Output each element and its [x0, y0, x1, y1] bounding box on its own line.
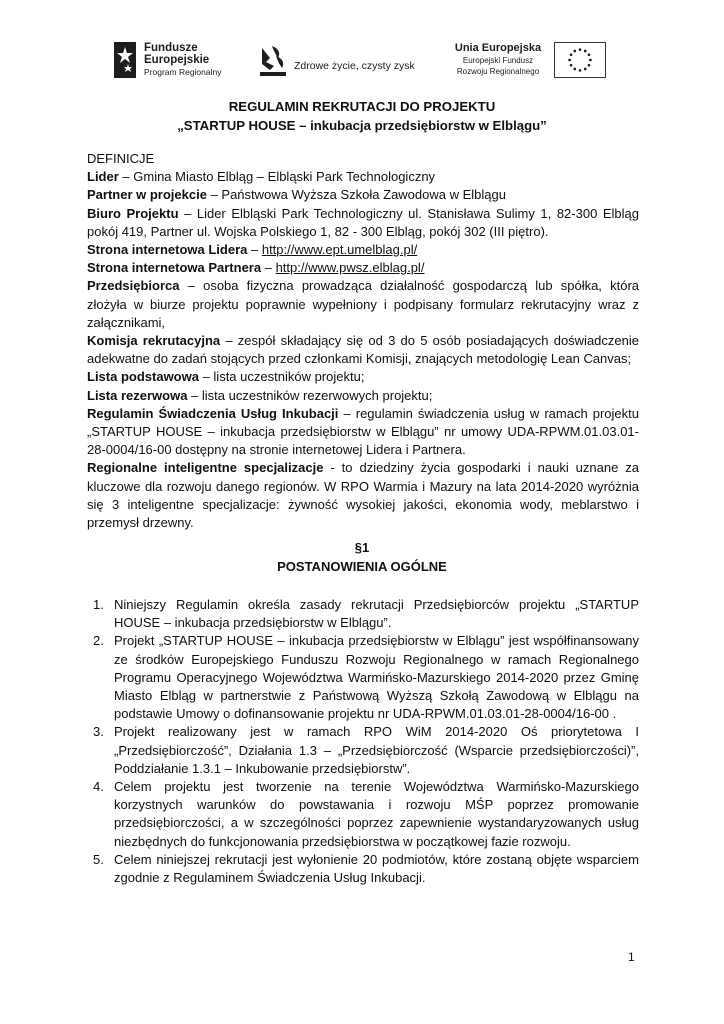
definitions-list: [87, 168, 639, 532]
list-item-text: Niniejszy Regulamin określa zasady rekrutacji Przedsiębiorców projektu „STARTUP HOUSE – inkubacja przedsiębiorstw w Elblągu”.: [114, 597, 639, 631]
definition-term: Partner w projekcie: [87, 187, 207, 203]
fe-line2: Europejskie: [144, 54, 210, 66]
definition-item: [87, 387, 639, 405]
definitions-section: [87, 150, 639, 532]
section-number: §1: [354, 540, 370, 555]
definition-text: - to dziedziny życia gospodarki i nauki uznane za kluczowe dla rozwoju danego regionów. W RPO Warmia i Mazury na lata 2014-2020 wyróżnia się 3 inteligentne specjalizacje: żywność wysokiej jakości, ekonomia wody, meblarstwo i przemysł drzewny.: [87, 460, 640, 531]
definition-item: [87, 205, 639, 241]
definition-text: – lista uczestników projektu;: [198, 369, 365, 385]
eu-star: [589, 59, 592, 62]
fe-line3: Program Regionalny: [144, 67, 222, 77]
list-item: [87, 596, 639, 632]
list-item: [87, 851, 639, 887]
list-item-number: 3.: [93, 724, 104, 740]
eu-star: [568, 59, 571, 62]
eu-star: [573, 68, 576, 71]
definition-term: Regionalne inteligentne specjalizacje: [87, 460, 324, 476]
list-item-number: 1.: [93, 597, 104, 612]
definition-term: Lista rezerwowa: [87, 387, 188, 403]
fe-star-icon: [112, 40, 138, 80]
warmia-mazury-logo: [258, 44, 448, 80]
list-item-number: 5.: [93, 851, 104, 867]
fundusze-europejskie-logo: [112, 40, 232, 80]
warmia-mazury-mark-icon: [258, 44, 288, 78]
definition-item: [87, 259, 639, 277]
definition-text: – lista uczestników rezerwowych projektu;: [187, 387, 433, 403]
definition-item: [87, 368, 639, 386]
document-title-line1: REGULAMIN REKRUTACJI DO PROJEKTU: [228, 99, 496, 114]
page-number: 1: [628, 950, 635, 964]
eu-line3: Rozwoju Regionalnego: [456, 67, 540, 76]
definition-text: – Państwowa Wyższa Szkoła Zawodowa w Elblągu: [206, 187, 506, 203]
eu-star: [579, 48, 582, 51]
list-item-number: 2.: [93, 633, 104, 649]
eu-logo: [452, 42, 612, 82]
definition-item: [87, 332, 639, 368]
eu-text: [452, 42, 544, 77]
section-title: POSTANOWIENIA OGÓLNE: [277, 559, 447, 574]
definition-term: Strona internetowa Partnera: [87, 260, 262, 276]
eu-star: [584, 50, 587, 53]
list-item: [87, 778, 639, 851]
eu-line2: Europejski Fundusz: [462, 56, 534, 65]
section1-list: [87, 596, 639, 887]
list-item-text: Projekt „STARTUP HOUSE – inkubacja przedsiębiorstw w Elblągu” jest współfinansowany ze środków Europejskiego Funduszu Rozwoju Regionalnego w ramach Regionalnego Programu Operacyjnego Województwa Warmińsko-Mazurskiego 2014-2020 przez Gminę Miasto Elbląg w partnerstwie z Państwową Wyższą Szkołą Zawodową w Elblągu na podstawie Umowy o dofinansowanie projektu nr UDA-RPWM.01.03.01-28-0004/16-00 .: [114, 633, 639, 722]
eu-line1: Unia Europejska: [454, 42, 542, 54]
list-item-text: Celem projektu jest tworzenie na terenie Województwa Warmińsko-Mazurskiego korzystnych warunków do powstawania i rozwoju MŚP poprzez promowanie przedsiębiorczości, a w szczególności poprzez zapewnienie wystandaryzowanych usług niezbędnych do funkcjonowania przedsiębiorstwa w początkowej fazie rozwoju.: [114, 779, 639, 849]
document-title-line2: „STARTUP HOUSE – inkubacja przedsiębiorstw w Elblągu”: [177, 118, 547, 133]
wm-slogan: Zdrowe życie, czysty zysk: [294, 60, 415, 72]
definition-term: Strona internetowa Lidera: [87, 242, 248, 258]
definition-text: –: [261, 260, 276, 276]
fe-text: [144, 42, 221, 78]
definition-text: – Lider Elbląski Park Technologiczny ul. Stanisława Sulimy 1, 82-300 Elbląg pokój 419, Partner ul. Wojska Polskiego 1, 82 - 300 Elbląg, pokój 302 (III piętro).: [87, 205, 639, 239]
list-item-text: Celem niniejszej rekrutacji jest wyłonienie 20 podmiotów, które zostaną objęte wsparciem zgodnie z Regulaminem Świadczenia Usług Inkubacji.: [114, 851, 639, 886]
eu-star: [584, 68, 587, 71]
definitions-heading: DEFINICJE: [87, 151, 155, 166]
definition-term: Lider: [87, 169, 119, 185]
fe-line1: Fundusze: [144, 42, 198, 54]
definition-item: [87, 459, 639, 532]
list-item-number: 4.: [93, 779, 104, 795]
definition-term: Biuro Projektu: [87, 205, 179, 221]
definition-text: –: [247, 242, 262, 258]
definition-text: – regulamin świadczenia usług w ramach projektu „STARTUP HOUSE – inkubacja przedsiębiorstw w Elblągu” nr umowy UDA-RPWM.01.03.01-28-0004/16-00 dostępny na stronie internetowej Lidera i Partnera.: [87, 405, 639, 458]
definition-term: Lista podstawowa: [87, 369, 199, 385]
eu-flag-icon: [554, 42, 606, 78]
definition-text: – Gmina Miasto Elbląg – Elbląski Park Technologiczny: [118, 169, 436, 185]
definition-text: – osoba fizyczna prowadząca działalność gospodarczą lub spółka, która złożyła w biurze projektu poprawnie wypełniony i podpisany formularz rekrutacyjny wraz z załącznikami,: [87, 278, 639, 330]
definition-item: [87, 405, 639, 460]
definition-link[interactable]: http://www.ept.umelblag.pl/: [261, 242, 418, 258]
eu-star: [588, 64, 591, 67]
definition-term: Komisja rekrutacyjna: [87, 333, 221, 349]
eu-star: [570, 53, 573, 56]
list-item: [87, 723, 639, 778]
definition-item: [87, 186, 639, 204]
list-item-text: Projekt realizowany jest w ramach RPO WiM 2014-2020 Oś priorytetowa I „Przedsiębiorczość”, Działania 1.3 – „Przedsiębiorczość (Wsparcie przedsiębiorczości)”, Poddziałanie 1.3.1 – Inkubowanie przedsiębiorstw”.: [114, 724, 639, 776]
eu-star: [573, 50, 576, 53]
definition-text: – zespół składający się od 3 do 5 osób posiadających doświadczenie adekwatne do zadań stojących przed członkami Komisji, znających metodologię Lean Canvas;: [87, 333, 639, 367]
definition-item: [87, 241, 639, 259]
definition-item: [87, 168, 639, 186]
list-item: [87, 632, 639, 723]
eu-star: [588, 53, 591, 56]
definition-term: Regulamin Świadczenia Usług Inkubacji: [87, 405, 339, 421]
definition-item: [87, 277, 639, 332]
definition-link[interactable]: http://www.pwsz.elblag.pl/: [275, 260, 425, 276]
eu-star: [579, 69, 582, 72]
definition-term: Przedsiębiorca: [87, 278, 180, 294]
eu-star: [570, 64, 573, 67]
